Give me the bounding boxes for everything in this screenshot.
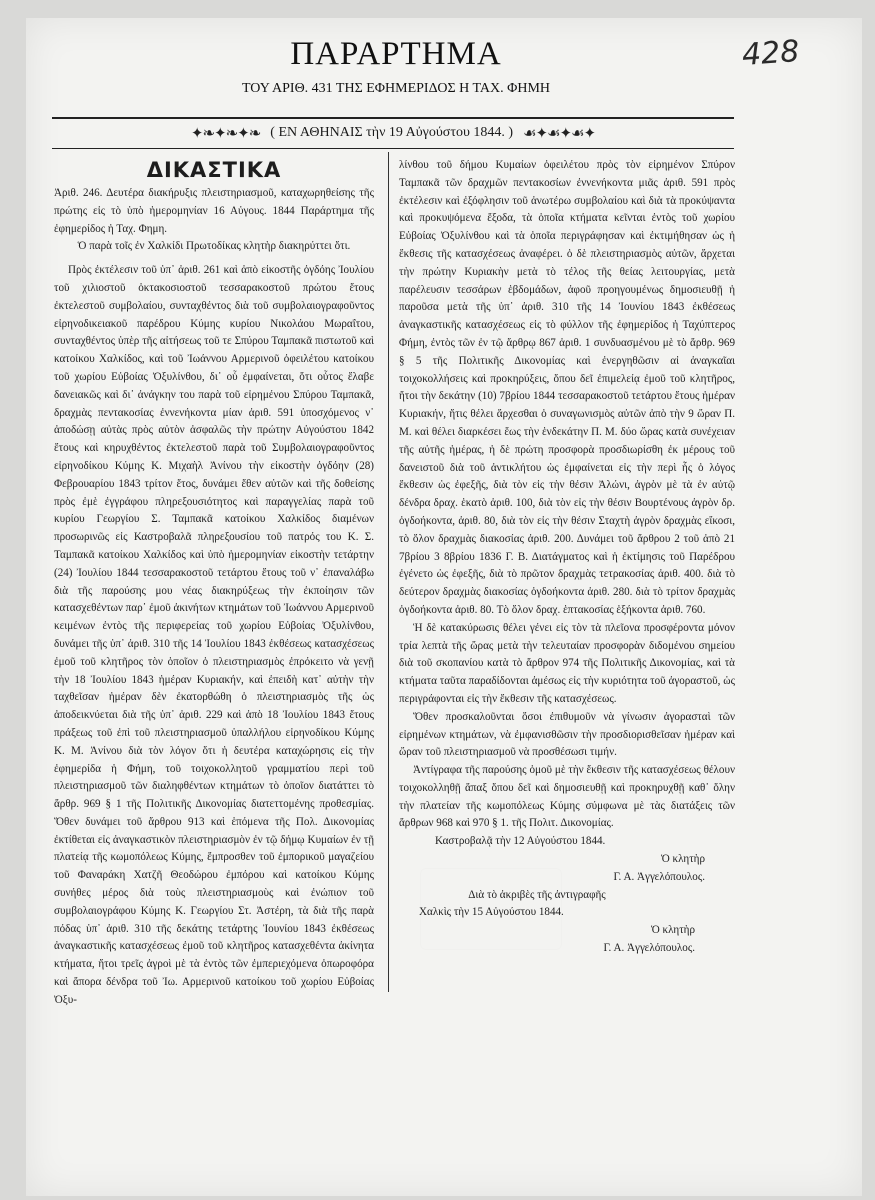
- masthead-subtitle: ΤΟΥ ΑΡΙΘ. 431 ΤΗΣ ΕΦΗΜΕΡΙΔΟΣ Η ΤΑΧ. ΦΗΜΗ: [241, 81, 551, 96]
- ornament-left-icon: ✦❧✦❧✦❧: [190, 125, 261, 142]
- left-column: [54, 157, 374, 1010]
- dateline-text: ( ΕΝ ΑΘΗΝΑΙΣ τὴν 19 Αὐγούστου 1844. ): [270, 125, 514, 140]
- masthead-title: ΠΑΡΑΡΤΗΜΑ: [290, 36, 502, 72]
- posting-paragraph: Ἀντίγραφα τῆς παρούσης ὁμοῦ μὲ τὴν ἔκθεσιν τῆς κατασχέσεως θέλουν τοιχοκολληθῇ ἅπαξ ὅπου δεῖ καὶ δημοσιευθῇ καὶ προκηρυχθῇ καθ᾽ ὅλην τὴν πλατείαν τῆς κωμοπόλεως Κύμης σύμφωνα μὲ τὰς διατάξεις τῶν ἄρθρων 968 καὶ 970 § 1. τῆς Πολιτ. Δικονομίας.: [399, 764, 735, 830]
- top-rule: [52, 117, 734, 119]
- page-number: 428: [740, 34, 801, 73]
- place-date-1: Καστροβαλᾷ τὴν 12 Αὐγούστου 1844.: [435, 835, 606, 848]
- right-column: [399, 157, 735, 958]
- section-title: ΔΙΚΑΣΤΙΚΑ: [146, 158, 282, 182]
- library-stamp: [420, 868, 562, 950]
- dateline-row: [52, 122, 734, 144]
- signer-name-1: Γ. Α. Ἀγγελόπουλος.: [613, 870, 705, 883]
- invitation-paragraph: Ὅθεν προσκαλοῦνται ὅσοι ἐπιθυμοῦν νὰ γίνωσιν ἀγορασταὶ τῶν εἰρημένων κτημάτων, νὰ ἐμφανισθῶσιν τὴν προσδιορισθεῖσαν ἡμέραν καὶ ὥραν τοῦ πλειστηριασμοῦ νὰ προσθέσωσι τιμήν.: [399, 710, 735, 759]
- ornament-right-icon: ☙✦☙✦☙✦: [523, 125, 596, 142]
- column-divider: [388, 152, 389, 992]
- notice-heading: Ἀριθ. 246. Δευτέρα διακήρυξις πλειστηριασμοῦ, καταχωρηθείσης τῆς πρώτης εἰς τὸ ὑπὸ ἡμερομηνίαν 16 Αὐγους. 1844 Παράρτημα τῆς ἐφημερίδος ἡ Ταχ. Φημη.: [54, 187, 374, 235]
- bottom-rule: [52, 148, 734, 149]
- notice-body-left: Πρὸς ἐκτέλεσιν τοῦ ὑπ᾽ ἀριθ. 261 καὶ ἀπὸ εἰκοστῆς ὀγδόης Ἰουλίου τοῦ χιλιοστοῦ ὀκτακοσιοστοῦ τεσσαρακοστοῦ πρώτου ἔτους ἐκτελεστοῦ συμβολαίου, συνταχθέντος διὰ τοῦ συμβολαιογραφοῦντος εἰρηνοδικειακοῦ παρέδρου Κύμης κυρίου Νικολάου Μωραΐτου, συνταχθέντος ὑπὲρ τῆς αἰτήσεως τοῦ τε Σπύρου Ταμπακᾶ πιστωτοῦ καὶ κατοίκου Χαλκίδος, καὶ τοῦ Ἰωάννου Αρμερινοῦ ὀφειλέτου κατοίκου τοῦ χωρίου Εὐβοίας Ὀξυλίνθου, δι᾽ οὗ ἐμφαίνεται, ὅτι οὗτος ἔλαβε δανειακῶς καὶ δι᾽ ἀνάγκην του παρὰ τοῦ εἰρημένου Σπύρου Ταμπακᾶ, δραχμὰς πεντακοσίας ἐννενήκοντα μίαν ἀριθ. 591 ὑποσχόμενος ν᾽ ἀποδώσῃ αὐτὰς πρὸς αὐτὸν ἀσφαλῶς τὴν πρώτην Αὐγούστου 1842 ἔτους καὶ κηρυχθέντος ἐκτελεστοῦ παρὰ τοῦ Συμβολαιογραφοῦντος εἰρηνοδίκου Κύμης Κ. Μιχαὴλ Ἀνίνου τὴν εἰκοστὴν ὀγδόην (28) Φεβρουαρίου 1843 τρίτον ἔτος, δυνάμει ἔθεν αὐτῶν καὶ τῆς δοθείσης πρὸς ἐμὲ ἐγγράφου πληρεξουσιότητος καὶ παραγγελίας παρὰ τοῦ κυρίου Γεωργίου Σ. Ταμπακᾶ κατοίκου Χαλκίδος διαμένων προσωρινῶς εἰς Καστροβαλᾶ πληρεξουσίου τοῦ πατρός του Κ. Σ. Ταμπακᾶ κατοίκου Χαλκίδος καὶ ὑπὸ ἡμερομηνίαν εἰκοστὴν τετάρτην (24) Ἰουλίου 1844 τεσσαρακοστοῦ τετάρτου ἔτους τοῦ ν᾽ ἐπαναλάβω διὰ τῆς παρούσης μου νέας διακηρύξεως τὴν ἐκποίησιν τῶν κατασχεθέντων παρ᾽ ἐμοῦ ἀκινήτων κτημάτων τοῦ Ἰωάννου Αρμερινοῦ κειμένων ἐντὸς τῆς περιφερείας τοῦ χωρίου Εὐβοίας Ὀξυλίνθου, δυνάμει τῆς ὑπ᾽ ἀριθ. 310 τῆς 14 Ἰουλίου 1843 ἐκθέσεως κατασχέσεως ἐμοῦ τοῦ κλητῆρος τὸν ὁποῖον ὁ πλειστηριασμὸς ἐπρόκειτο νὰ γενῇ τὴν 18 Ἰουλίου 1843 ἡμέραν Κυριακήν, καὶ ἐπειδὴ κατ᾽ αὐτὴν τὴν ταχθεῖσαν ἡμέραν δὲν ἐκατορθώθη ὁ πλειστηριασμὸς τῆς ὡς ἀποδεικνύεται διὰ τῆς ὑπ᾽ ἀριθ. 229 καὶ ἀπὸ 18 Ἰουλίου 1843 ἔτους πράξεως τοῦ ἐπὶ τοῦ πλειστηριασμοῦ ὑπαλλήλου εἰρηνοδίκου Κύμης Κ. Μ. Ἀνίνου διὰ τὸν λόγον ὅτι ἡ δευτέρα καταχώρησις εἰς τὴν ἐφημερίδα ἡ Φήμη, τοῦ τοιχοκολλητοῦ γραμματίου περὶ τοῦ πλειστηριασμοῦ τῶν διαληφθέντων κτημάτων τὸ ὁποῖον διατάττει τὸ ἄρθρ. 969 § 1 τῆς Πολιτικῆς Δικονομίας διατεττομένης προθεσμίας. Ὅθεν δυνάμει τοῦ ἄρθρου 913 καὶ ἑπόμενα τῆς Πολ. Δικονομίας ἐκτίθεται εἰς ἀναγκαστικὸν πλειστηριασμὸν ἐν τῷ δήμῳ Κυμαίων ἐν τῇ πλατείᾳ τῆς κωμοπόλεως Κύμης, ἔμπροσθεν τοῦ ἐμπορικοῦ μαγαζείου τοῦ Φαναράκη Χατζῆ Θεοδώρου ἐμπόρου καὶ κατοίκου Κύμης συνήθες μέρος διὰ τοὺς πλειστηριασμοὺς καὶ ἐνώπιον τοῦ συμβολαιογράφου Κύμης Κ. Γεωργίου Στ. Ἀστέρη, τὰ διὰ τῆς παρὰ πόδας ὑπ᾽ ἀριθ. 310 τῆς δεκάτης τετάρτης Ἰουνίου 1843 ἐκθέσεως ἀναγκαστικῆς κατασχέσεως ἐμοῦ τοῦ κλητῆρος κατασχεθέντα ἀκίνητα κτήματα, ἤτοι τρεῖς ἀγροὶ μὲ τὰ ἐντὸς τῶν ἐμπεριεχόμενα ὀπωροφόρα καὶ ἄπορα δένδρα τοῦ Ἰω. Αρμερινοῦ κατοίκου τοῦ χωρίου Εὐβοίας Ὀξυ-: [54, 264, 374, 1006]
- copy-certification: Διὰ τὸ ἀκριβὲς τῆς ἀντιγραφῆς: [468, 888, 606, 901]
- adjudication-paragraph: Ἡ δὲ κατακύρωσις θέλει γένει εἰς τὸν τὰ πλεῖονα προσφέροντα μόνον τρία λεπτὰ τῆς ὥρας μετὰ τὴν τελευταίαν προσφορὰν διδομένου σημείου διὰ τοῦ σκοπανίου κατὰ τὸ ἄρθρον 974 τῆς Πολιτικῆς Δικονομίας, καὶ τὰ κτήματα ταῦτα παραδίδονται ἀμέσως εἰς τὴν κυριότητα τοῦ ἀγοραστοῦ, ὡς περιγράφονται εἰς τὴν ἔκθεσιν τῆς κατασχέσεως.: [399, 621, 735, 705]
- notice-intro: Ὁ παρὰ τοῖς ἐν Χαλκίδι Πρωτοδίκας κλητὴρ διακηρύττει ὅτι.: [77, 240, 351, 253]
- signer-title-2: Ὁ κλητὴρ: [650, 924, 695, 937]
- signer-name-2: Γ. Α. Ἀγγελόπουλος.: [603, 942, 695, 955]
- place-date-2: Χαλκὶς τὴν 15 Αὐγούστου 1844.: [419, 906, 564, 919]
- signer-title-1: Ὁ κλητὴρ: [660, 853, 705, 866]
- notice-body-right: λίνθου τοῦ δήμου Κυμαίων ὀφειλέτου πρὸς τὸν εἰρημένον Σπύρον Ταμπακᾶ τῶν δραχμῶν πεντακοσίων ἐννενήκοντα μιᾶς ἀριθ. 591 πρὸς ἐκτέλεσιν καὶ ἐξόφλησιν τοῦ ἀνωτέρω συμβολαίου καὶ διὰ τὰ προκύψαντα καὶ προκυψόμενα ἔξοδα, τὰ ὁποῖα κτήματα κεῖνται ἐντὸς τοῦ χωρίου Εὐβοίας Ὀξυλίνθου καὶ τὰ ὁποῖα περιγράφησαν καὶ ἐκτιμήθησαν ὡς ἡ ἔκθεσις τῆς κατασχέσεως ἀναφέρει. ὁ δὲ πλειστηριασμὸς αὐτῶν, ἄρχεται τὴν πρώτην Κυριακὴν μετὰ τὸ τέλος τῆς θείας λειτουργίας, μετὰ παρέλευσιν τεσσάρων ἑβδομάδων, ἀφοῦ προηγουμένως δημοσιευθῇ ἡ παροῦσα μετὰ τῆς ὑπ᾽ ἀριθ. 310 τῆς 14 Ἰουνίου 1843 ἐκθέσεως ἀναγκαστικῆς κατασχέσεως εἰς τὸ φύλλον τῆς ἐφημερίδος ἡ Ταχύπτερος Φήμη, ἐντὸς τῶν ἐν τῷ ἄρθρῳ 867 ἀριθ. 1 συνδυασμένου μὲ τὸ ἄρθρ. 969 § 5 τῆς Πολιτικῆς Δικονομίας καὶ ἐνεργηθῶσιν αἱ ἀναγκαῖαι τοιχοκολλήσεις καὶ προκηρύξεις, ὅπου δεῖ ἐπιμελείᾳ ἐμοῦ τοῦ κλητῆρος, ἤτοι τὴν δεκάτην (10) 7βρίου 1844 τεσσαρακοστοῦ τετάρτου ἔτους ἡμέραν Κυριακήν, ἥτις θέλει ἄρχεσθαι ὁ συναγωνισμὸς αὐτῶν ἀπὸ τὴν 9 ὥραν Π. Μ. καὶ θέλει διαρκέσει ἕως τὴν ἑνδεκάτην Π. Μ. δύο ὥρας κατὰ συνέχειαν τῆς αὐτῆς ἡμέρας, ἡ δὲ πρώτη προσφορὰ προσδιωρίσθη ἐκ μέρους τοῦ δανειστοῦ διὰ τοῦ ἀντικλήτου ὡς ἐμφαίνεται εἰς τὴν περὶ ἧς ὁ λόγος ἔκθεσιν ὡς ἐφεξῆς, διὰ τὸν εἰς τὴν θέσιν Ἀλώνι, ἀγρὸν μὲ τὰ ἐν αὐτῷ δένδρα δραχ. ἑκατὸ ἀριθ. 100, διὰ τὸν εἰς τὴν θέσιν Βουρτένους ἀγρὸν δρ. ὀγδοήκοντα, ἀριθ. 80, διὰ τὸν εἰς τὴν θέσιν Σταχτὴ ἀγρὸν δραχμὰς εἴκοσι, τὸ ὅλον δραχμὰς διακοσίας ἀριθ. 200. Δυνάμει τοῦ ἄρθρου 2 τοῦ ἀπὸ 21 7βρίου 3 8βρίου 1836 Γ. Β. Διατάγματος καὶ ἡ ἐκτίμησις τοῦ Παρέδρου ἐγένετο ὡς ἐφεξῆς, διὰ τὸ πρῶτον δραχμὰς τετρακοσίας ἀριθ. 400. διὰ τὸ δεύτερον δραχμὰς διακοσίας ὀγδοήκοντα ἀριθ. 280. διὰ τὸ τρίτον δραχμὰς ὀγδοήκοντα ἀριθ. 80. Τὸ ὅλον δραχ. ἑπτακοσίας ἑξήκοντα ἀριθ. 760.: [399, 159, 735, 616]
